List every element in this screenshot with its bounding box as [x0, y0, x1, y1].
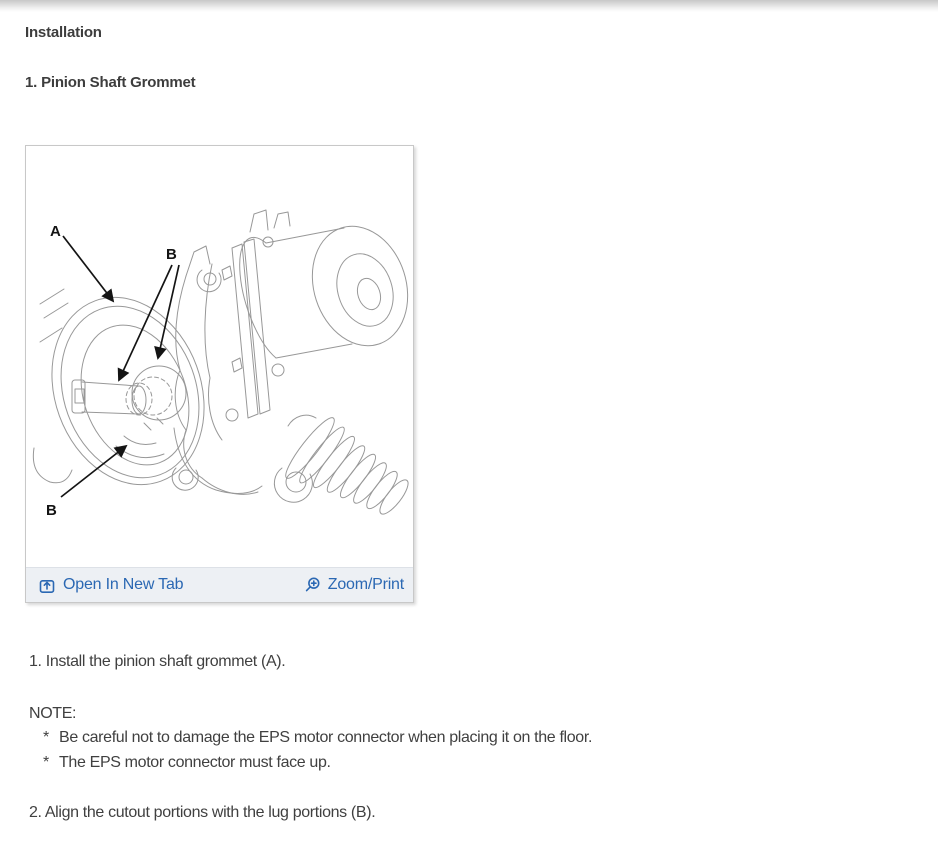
zoom-print-label: Zoom/Print	[327, 576, 404, 593]
note-item-text: Be careful not to damage the EPS motor connector when placing it on the floor.	[59, 729, 593, 746]
zoom-print-link[interactable]	[304, 576, 404, 594]
top-shadow-strip	[0, 0, 938, 12]
open-in-new-tab-icon	[39, 577, 56, 594]
figure-box	[25, 145, 414, 603]
pinion-shaft-grommet-diagram	[26, 146, 413, 567]
page-heading: Installation	[25, 24, 102, 41]
diagram-label-b-top: B	[166, 246, 177, 263]
open-in-new-tab-label: Open In New Tab	[63, 576, 184, 593]
note-item	[43, 754, 331, 772]
magnifier-zoom-icon	[304, 577, 321, 594]
open-in-new-tab-link[interactable]	[39, 576, 183, 594]
figure-toolbar	[26, 567, 413, 602]
bullet-star: *	[43, 729, 49, 746]
page-subheading: 1. Pinion Shaft Grommet	[25, 74, 196, 91]
step-1-text: 1. Install the pinion shaft grommet (A).	[29, 653, 286, 670]
bullet-star: *	[43, 754, 49, 771]
diagram-label-a: A	[50, 223, 61, 240]
diagram-label-b-bottom: B	[46, 502, 57, 519]
note-item-text: The EPS motor connector must face up.	[59, 754, 331, 771]
note-label: NOTE:	[29, 705, 77, 722]
step-2-text: 2. Align the cutout portions with the lug portions (B).	[29, 804, 376, 821]
note-item	[43, 729, 592, 747]
figure-canvas	[26, 146, 413, 567]
